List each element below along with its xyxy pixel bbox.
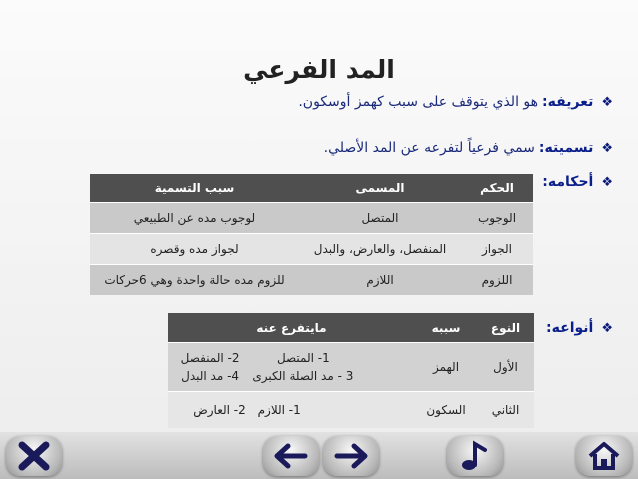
table-row	[90, 265, 533, 296]
table-cell: المتصل	[299, 203, 461, 234]
definition-text: هو الذي يتوقف على سبب كهمز أوسكون.	[298, 94, 539, 110]
branch-item: 1- اللازم	[257, 403, 301, 417]
rulings-label: أحكامه:	[542, 174, 594, 190]
table-cell: للزوم مده حالة واحدة وهي 6حركات	[90, 265, 299, 296]
column-header: سببه	[415, 313, 477, 343]
rulings-table	[90, 174, 533, 295]
types-label: أنواعه:	[546, 320, 594, 336]
branch-item: 2- المنفصل	[180, 351, 240, 365]
branch-item: 1- المتصل	[276, 351, 330, 365]
back-button[interactable]	[263, 436, 319, 476]
forward-arrow-icon	[331, 442, 371, 470]
diamond-bullet-icon: ❖	[601, 140, 613, 156]
music-note-icon	[458, 440, 492, 472]
column-header: مايتفرع عنه	[168, 313, 415, 343]
table-cell: الوجوب	[461, 203, 533, 234]
naming-line	[324, 140, 613, 156]
sound-button[interactable]	[447, 436, 503, 476]
table-row	[168, 392, 534, 429]
home-button[interactable]	[576, 436, 632, 476]
column-header: المسمى	[299, 174, 461, 203]
branch-item: 2- العارض	[193, 403, 246, 417]
column-header: النوع	[477, 313, 534, 343]
definition-label: تعريفه:	[542, 94, 594, 110]
close-button[interactable]	[6, 436, 62, 476]
naming-text: سمي فرعياً لتفرعه عن المد الأصلي.	[323, 140, 535, 156]
slide-title: المد الفرعي	[243, 55, 395, 84]
branch-item: 4- مد البدل	[181, 369, 240, 383]
table-cell: الجواز	[461, 234, 533, 265]
types-line	[542, 320, 613, 336]
table-cell: لوجوب مده عن الطبيعي	[90, 203, 299, 234]
table-cell: الأول	[477, 343, 534, 392]
table-cell: الهمز	[415, 343, 477, 392]
navigation-bar	[0, 432, 638, 479]
branches-cell	[168, 343, 415, 392]
types-table	[168, 313, 534, 428]
home-icon	[587, 441, 621, 471]
branch-item: 3 - مد الصلة الكبرى	[252, 369, 354, 383]
diamond-bullet-icon: ❖	[601, 174, 613, 190]
table-header-row	[168, 313, 534, 343]
close-icon	[17, 441, 51, 471]
table-row	[90, 203, 533, 234]
diamond-bullet-icon: ❖	[601, 320, 613, 336]
table-cell: اللازم	[299, 265, 461, 296]
definition-line	[298, 94, 613, 110]
table-cell: الثاني	[477, 392, 534, 429]
diamond-bullet-icon: ❖	[601, 94, 613, 110]
table-row	[90, 234, 533, 265]
table-row	[168, 343, 534, 392]
forward-button[interactable]	[323, 436, 379, 476]
table-header-row	[90, 174, 533, 203]
rulings-line	[538, 174, 613, 190]
table-cell: السكون	[415, 392, 477, 429]
table-cell: اللزوم	[461, 265, 533, 296]
column-header: الحكم	[461, 174, 533, 203]
naming-label: تسميته:	[538, 140, 594, 156]
table-cell: المنفصل، والعارض، والبدل	[299, 234, 461, 265]
table-cell: لجواز مده وقصره	[90, 234, 299, 265]
branches-cell	[168, 392, 415, 429]
column-header: سبب التسمية	[90, 174, 299, 203]
back-arrow-icon	[271, 442, 311, 470]
